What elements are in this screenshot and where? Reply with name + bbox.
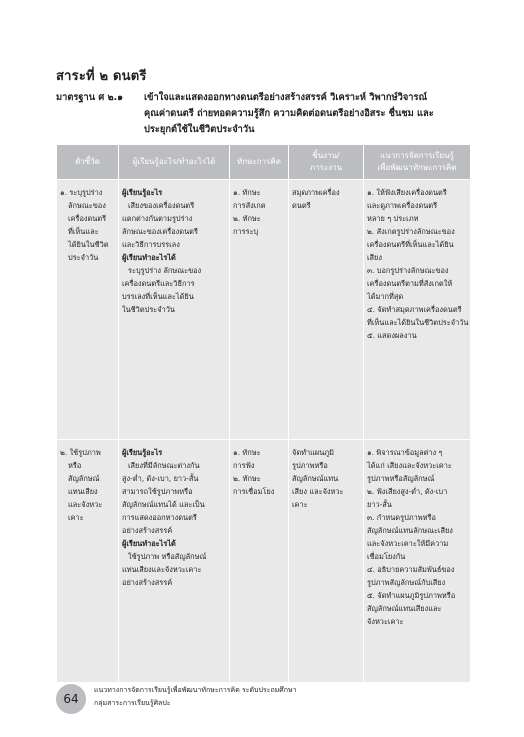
section-heading: สาระที่ ๒ ดนตรี — [56, 69, 147, 84]
standard-block — [56, 90, 476, 138]
thinking-skill-cell: ๑. ทักษะ การสังเกต ๒. ทักษะ การระบุ — [230, 180, 289, 440]
work-cell: สมุดภาพเครื่อง ดนตรี — [289, 180, 364, 440]
thinking-skill-cell: ๑. ทักษะ การฟัง ๒. ทักษะ การเชื่อมโยง — [230, 440, 289, 683]
learn-title: ผู้เรียนรู้อะไร — [122, 448, 163, 457]
work-cell: จัดทำแผนภูมิ รูปภาพหรือ สัญลักษณ์แทน เสียง และจังหวะ เคาะ — [289, 440, 364, 683]
table-row — [57, 180, 471, 440]
indicator-cell: ๑. ระบุรูปร่าง ลักษณะของ เครื่องดนตรี ที่เห็นและ ได้ยินในชีวิต ประจำวัน — [57, 180, 119, 440]
approach-cell: ๑. พิจารณาข้อมูลต่าง ๆ ได้แก่ เสียงและจังหวะเคาะ รูปภาพหรือสัญลักษณ์ ๒. ฟังเสียงสูง-ต่ำ, ดัง-เบา ยาว-สั้น ๓. กำหนดรูปภาพหรือ สัญลักษณ์แทนลักษณะเสียง และจังหวะเคาะให้มีความ เชื่อมโยงกัน ๔. อธิบายความสัมพันธ์ของ รูปภาพสัญลักษณ์กับเสียง ๕. จัดทำแผนภูมิรูปภาพหรือ สัญลักษณ์แทนเสียงและ จังหวะเคาะ — [364, 440, 471, 683]
footer-text — [94, 684, 297, 710]
header-thinking-skill: ทักษะการคิด — [230, 145, 289, 180]
learning-cell: ผู้เรียนรู้อะไร เสียงที่มีลักษณะต่างกัน สูง-ต่ำ, ดัง-เบา, ยาว-สั้น สามารถใช้รูปภาพหรือ สัญลักษณ์แทนได้ และเป็น การแสดงออกทางดนตรี อย่างสร้างสรรค์ ผู้เรียนทำอะไรได้ ใช้รูปภาพ หรือสัญลักษณ์ แทนเสียงและจังหวะเคาะ อย่างสร้างสรรค์ — [119, 440, 230, 683]
header-work: ชิ้นงาน/ ภาระงาน — [289, 145, 364, 180]
standard-line: คุณค่าดนตรี ถ่ายทอดความรู้สึก ความคิดต่อดนตรีอย่างอิสระ ชื่นชม และ — [144, 108, 434, 119]
standard-line: ประยุกต์ใช้ในชีวิตประจำวัน — [144, 124, 255, 135]
standard-line: เข้าใจและแสดงออกทางดนตรีอย่างสร้างสรรค์ วิเคราะห์ วิพากษ์วิจารณ์ — [144, 92, 428, 103]
learn-title: ผู้เรียนรู้อะไร — [122, 188, 163, 197]
approach-cell: ๑. ให้ฟังเสียงเครื่องดนตรี และดูภาพเครื่องดนตรี หลาย ๆ ประเภท ๒. สังเกตรูปร่างลักษณะของ เครื่องดนตรีที่เห็นและได้ยิน เสียง ๓. บอกรูปร่างลักษณะของ เครื่องดนตรีตามที่สังเกตให้ ได้มากที่สุด ๔. จัดทำสมุดภาพเครื่องดนตรี ที่เห็นและได้ยินในชีวิตประจำวัน ๕. แสดงผลงาน — [364, 180, 471, 440]
standard-text — [144, 90, 476, 138]
footer-line: กลุ่มสาระการเรียนรู้ศิลปะ — [94, 699, 171, 707]
do-title: ผู้เรียนทำอะไรได้ — [122, 539, 176, 548]
do-title: ผู้เรียนทำอะไรได้ — [122, 253, 176, 262]
header-learning: ผู้เรียนรู้อะไร/ทำอะไรได้ — [119, 145, 230, 180]
table-header-row — [57, 145, 471, 180]
table-row — [57, 440, 471, 683]
header-indicator: ตัวชี้วัด — [57, 145, 119, 180]
page-number: 64 — [56, 684, 86, 714]
indicator-cell: ๒. ใช้รูปภาพ หรือ สัญลักษณ์ แทนเสียง และจังหวะ เคาะ — [57, 440, 119, 683]
standard-code: มาตรฐาน ศ ๒.๑ — [56, 92, 124, 103]
footer-line: แนวทางการจัดการเรียนรู้เพื่อพัฒนาทักษะการคิด ระดับประถมศึกษา — [94, 686, 297, 694]
learning-cell: ผู้เรียนรู้อะไร เสียงของเครื่องดนตรี แตกต่างกันตามรูปร่าง ลักษณะของเครื่องดนตรี และวิธีการบรรเลง ผู้เรียนทำอะไรได้ ระบุรูปร่าง ลักษณะของ เครื่องดนตรีและวิธีการ บรรเลงที่เห็นและได้ยิน ในชีวิตประจำวัน — [119, 180, 230, 440]
curriculum-table — [56, 144, 471, 683]
header-approach: แนวการจัดการเรียนรู้ เพื่อพัฒนาทักษะการคิด — [364, 145, 471, 180]
